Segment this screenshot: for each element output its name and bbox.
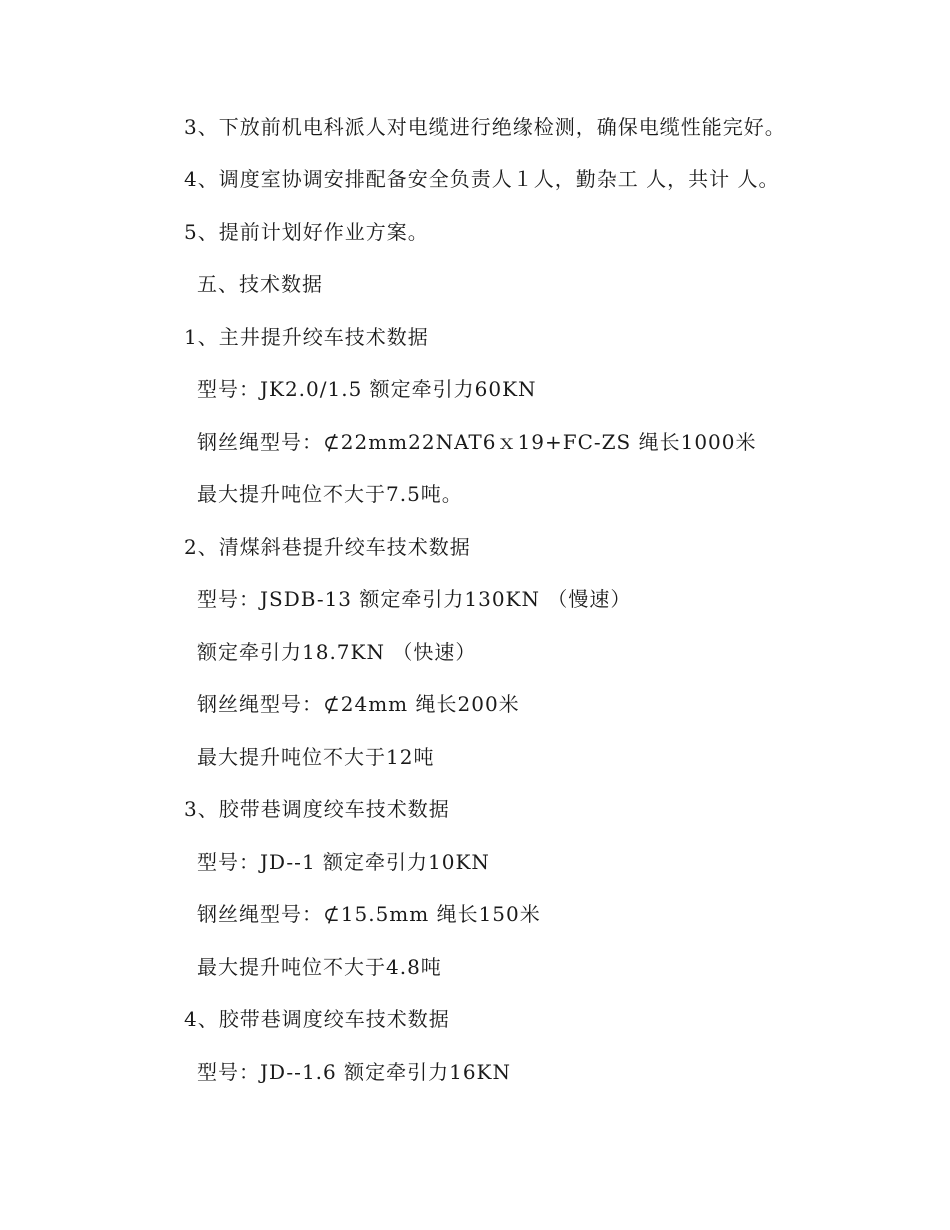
spec-line: 钢丝绳型号：⊄22mm22NAT6ｘ19+FC-ZS 绳长1000米 [197, 430, 757, 454]
spec-line: 钢丝绳型号：⊄24mm 绳长200米 [197, 692, 520, 716]
spec-line: 最大提升吨位不大于12吨 [197, 745, 435, 769]
spec-line: 额定牵引力18.7KN （快速） [197, 640, 477, 664]
spec-line: 型号：JSDB-13 额定牵引力130KN （慢速） [197, 587, 632, 611]
subsection-heading-4: 4、胶带巷调度绞车技术数据 [184, 1007, 450, 1031]
section-heading: 五、技术数据 [197, 272, 323, 296]
spec-line: 型号：JK2.0/1.5 额定牵引力60KN [197, 377, 537, 401]
spec-line: 型号：JD--1.6 额定牵引力16KN [197, 1060, 511, 1084]
subsection-heading-3: 3、胶带巷调度绞车技术数据 [184, 797, 450, 821]
subsection-heading-2: 2、清煤斜巷提升绞车技术数据 [184, 535, 471, 559]
spec-line: 型号：JD--1 额定牵引力10KN [197, 850, 490, 874]
spec-line: 最大提升吨位不大于7.5吨。 [197, 482, 463, 506]
spec-line: 钢丝绳型号：⊄15.5mm 绳长150米 [197, 902, 541, 926]
paragraph-line-1: 3、下放前机电科派人对电缆进行绝缘检测，确保电缆性能完好。 [184, 115, 786, 139]
spec-line: 最大提升吨位不大于4.8吨 [197, 955, 442, 979]
paragraph-line-3: 5、提前计划好作业方案。 [184, 220, 429, 244]
paragraph-line-2: 4、调度室协调安排配备安全负责人１人，勤杂工 人，共计 人。 [184, 167, 780, 191]
subsection-heading-1: 1、主井提升绞车技术数据 [184, 325, 429, 349]
